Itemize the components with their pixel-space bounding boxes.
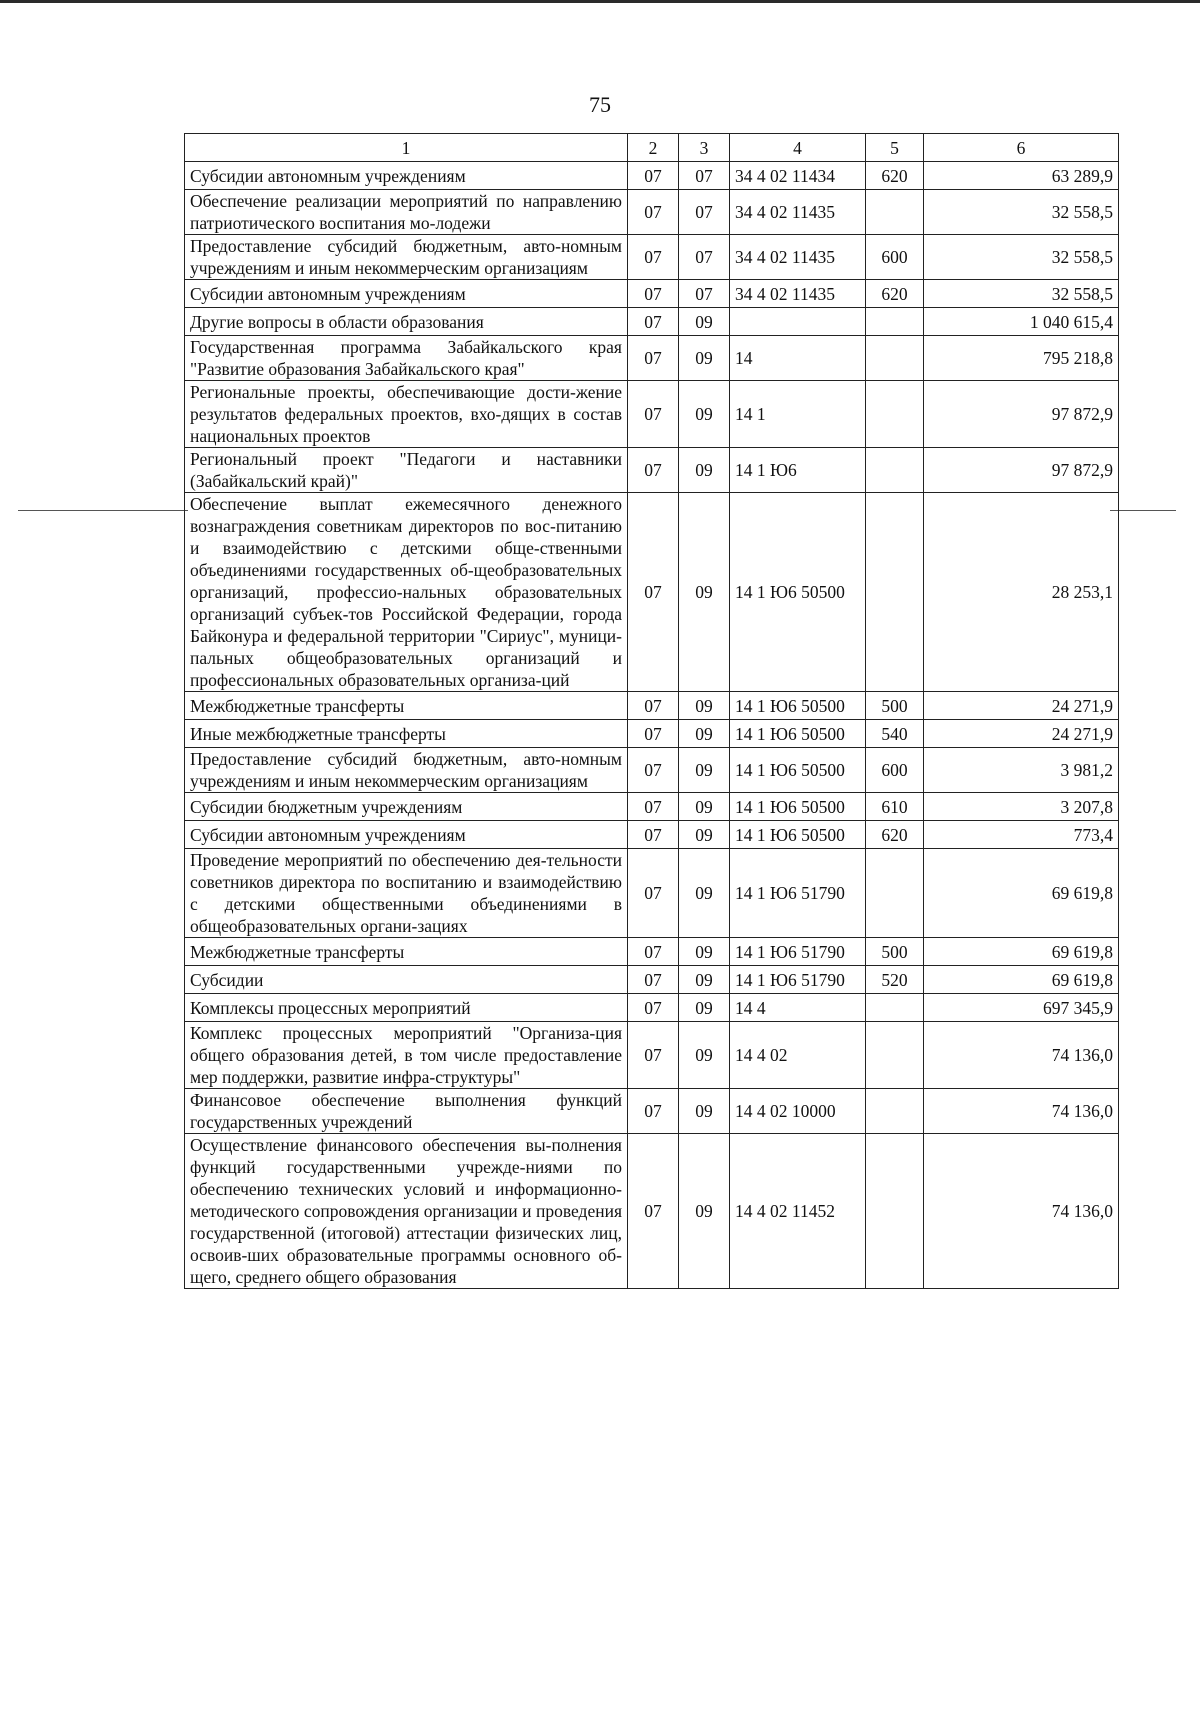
row-subsection-cell: 09 (679, 938, 730, 966)
row-name-cell: Обеспечение реализации мероприятий по направлению патриотического воспитания мо-лодежи (185, 190, 628, 235)
row-target-article-cell: 14 1 Ю6 50500 (730, 493, 866, 692)
row-expense-type-cell (866, 1134, 924, 1289)
row-subsection-cell: 07 (679, 190, 730, 235)
row-target-article-cell: 14 (730, 336, 866, 381)
table-row (185, 448, 1119, 493)
row-section-cell: 07 (628, 162, 679, 190)
table-body (185, 162, 1119, 1289)
row-name-cell: Иные межбюджетные трансферты (185, 720, 628, 748)
row-name-cell: Субсидии автономным учреждениям (185, 162, 628, 190)
row-name-cell: Межбюджетные трансферты (185, 692, 628, 720)
row-name-cell: Проведение мероприятий по обеспечению дея-тельности советников директора по воспитанию и взаимодействию с детскими общественными объединениями в общеобразовательных органи-зациях (185, 849, 628, 938)
row-amount-cell: 32 558,5 (924, 280, 1119, 308)
row-target-article-cell: 34 4 02 11435 (730, 190, 866, 235)
row-amount-cell: 3 207,8 (924, 793, 1119, 821)
table-row (185, 793, 1119, 821)
header-row (185, 134, 1119, 162)
row-amount-cell: 32 558,5 (924, 190, 1119, 235)
row-expense-type-cell (866, 448, 924, 493)
row-subsection-cell: 09 (679, 692, 730, 720)
table-row (185, 966, 1119, 994)
fold-line-right (1110, 510, 1176, 511)
row-section-cell: 07 (628, 720, 679, 748)
fold-line-left (18, 510, 188, 511)
row-subsection-cell: 09 (679, 793, 730, 821)
table-row (185, 1134, 1119, 1289)
table-row (185, 1089, 1119, 1134)
row-name-cell: Осуществление финансового обеспечения вы-полнения функций государственными учрежде-ниями по обеспечению технических условий и информационно-методического сопровождения организации и проведения государственной (итоговой) аттестации физических лиц, освоив-ших образовательные программы основного об-щего, среднего общего образования (185, 1134, 628, 1289)
row-name-cell: Финансовое обеспечение выполнения функций государственных учреждений (185, 1089, 628, 1134)
column-header: 4 (730, 134, 866, 162)
row-subsection-cell: 09 (679, 994, 730, 1022)
table-row (185, 381, 1119, 448)
row-expense-type-cell: 620 (866, 821, 924, 849)
row-expense-type-cell: 600 (866, 235, 924, 280)
row-expense-type-cell: 500 (866, 692, 924, 720)
row-section-cell: 07 (628, 938, 679, 966)
row-subsection-cell: 07 (679, 280, 730, 308)
row-target-article-cell: 34 4 02 11435 (730, 280, 866, 308)
row-amount-cell: 69 619,8 (924, 966, 1119, 994)
table-row (185, 493, 1119, 692)
row-expense-type-cell (866, 1089, 924, 1134)
column-header: 3 (679, 134, 730, 162)
row-amount-cell: 795 218,8 (924, 336, 1119, 381)
column-header: 2 (628, 134, 679, 162)
row-subsection-cell: 09 (679, 1089, 730, 1134)
row-section-cell: 07 (628, 190, 679, 235)
column-header: 1 (185, 134, 628, 162)
table-row (185, 849, 1119, 938)
row-expense-type-cell: 500 (866, 938, 924, 966)
row-subsection-cell: 09 (679, 1134, 730, 1289)
row-target-article-cell: 14 4 02 11452 (730, 1134, 866, 1289)
row-name-cell: Предоставление субсидий бюджетным, авто-номным учреждениям и иным некоммерческим организациям (185, 235, 628, 280)
column-header: 6 (924, 134, 1119, 162)
row-section-cell: 07 (628, 748, 679, 793)
row-name-cell: Региональные проекты, обеспечивающие дости-жение результатов федеральных проектов, вхо-дящих в состав национальных проектов (185, 381, 628, 448)
row-target-article-cell: 14 1 Ю6 51790 (730, 849, 866, 938)
row-target-article-cell: 14 1 Ю6 50500 (730, 821, 866, 849)
row-target-article-cell: 14 1 Ю6 51790 (730, 938, 866, 966)
row-expense-type-cell (866, 994, 924, 1022)
row-amount-cell: 97 872,9 (924, 381, 1119, 448)
row-section-cell: 07 (628, 821, 679, 849)
row-amount-cell: 24 271,9 (924, 692, 1119, 720)
row-name-cell: Другие вопросы в области образования (185, 308, 628, 336)
row-section-cell: 07 (628, 1089, 679, 1134)
table-row (185, 938, 1119, 966)
row-target-article-cell: 34 4 02 11434 (730, 162, 866, 190)
row-subsection-cell: 09 (679, 448, 730, 493)
row-section-cell: 07 (628, 966, 679, 994)
row-amount-cell: 74 136,0 (924, 1022, 1119, 1089)
row-expense-type-cell: 540 (866, 720, 924, 748)
table-row (185, 692, 1119, 720)
row-subsection-cell: 09 (679, 748, 730, 793)
table-row (185, 720, 1119, 748)
row-amount-cell: 32 558,5 (924, 235, 1119, 280)
table-row (185, 994, 1119, 1022)
budget-table (184, 133, 1119, 1289)
row-target-article-cell: 34 4 02 11435 (730, 235, 866, 280)
row-amount-cell: 24 271,9 (924, 720, 1119, 748)
row-expense-type-cell: 520 (866, 966, 924, 994)
row-expense-type-cell: 620 (866, 162, 924, 190)
row-amount-cell: 74 136,0 (924, 1134, 1119, 1289)
row-section-cell: 07 (628, 235, 679, 280)
row-section-cell: 07 (628, 994, 679, 1022)
row-subsection-cell: 09 (679, 336, 730, 381)
table-row (185, 1022, 1119, 1089)
row-amount-cell: 69 619,8 (924, 938, 1119, 966)
row-subsection-cell: 07 (679, 162, 730, 190)
row-name-cell: Комплекс процессных мероприятий "Организа-ция общего образования детей, в том числе предоставление мер поддержки, развитие инфра-структуры" (185, 1022, 628, 1089)
row-section-cell: 07 (628, 448, 679, 493)
table-row (185, 821, 1119, 849)
row-target-article-cell: 14 1 Ю6 (730, 448, 866, 493)
row-subsection-cell: 09 (679, 849, 730, 938)
row-section-cell: 07 (628, 493, 679, 692)
table-row (185, 235, 1119, 280)
row-name-cell: Региональный проект "Педагоги и наставники (Забайкальский край)" (185, 448, 628, 493)
scan-top-edge (0, 0, 1200, 3)
row-target-article-cell: 14 1 (730, 381, 866, 448)
row-subsection-cell: 09 (679, 966, 730, 994)
row-section-cell: 07 (628, 381, 679, 448)
row-section-cell: 07 (628, 336, 679, 381)
row-name-cell: Субсидии автономным учреждениям (185, 280, 628, 308)
row-expense-type-cell: 600 (866, 748, 924, 793)
row-name-cell: Субсидии автономным учреждениям (185, 821, 628, 849)
row-target-article-cell: 14 4 (730, 994, 866, 1022)
row-section-cell: 07 (628, 849, 679, 938)
row-amount-cell: 697 345,9 (924, 994, 1119, 1022)
row-name-cell: Субсидии (185, 966, 628, 994)
row-section-cell: 07 (628, 1022, 679, 1089)
row-amount-cell: 1 040 615,4 (924, 308, 1119, 336)
table-row (185, 190, 1119, 235)
row-target-article-cell (730, 308, 866, 336)
table-row (185, 280, 1119, 308)
row-target-article-cell: 14 1 Ю6 50500 (730, 748, 866, 793)
row-amount-cell: 28 253,1 (924, 493, 1119, 692)
page-number: 75 (589, 92, 611, 117)
row-subsection-cell: 09 (679, 308, 730, 336)
row-expense-type-cell (866, 336, 924, 381)
row-target-article-cell: 14 4 02 10000 (730, 1089, 866, 1134)
row-name-cell: Субсидии бюджетным учреждениям (185, 793, 628, 821)
row-target-article-cell: 14 1 Ю6 50500 (730, 692, 866, 720)
row-section-cell: 07 (628, 1134, 679, 1289)
row-subsection-cell: 09 (679, 821, 730, 849)
row-name-cell: Комплексы процессных мероприятий (185, 994, 628, 1022)
row-subsection-cell: 09 (679, 720, 730, 748)
row-target-article-cell: 14 1 Ю6 50500 (730, 793, 866, 821)
column-header: 5 (866, 134, 924, 162)
row-expense-type-cell (866, 493, 924, 692)
row-amount-cell: 74 136,0 (924, 1089, 1119, 1134)
row-target-article-cell: 14 1 Ю6 50500 (730, 720, 866, 748)
row-expense-type-cell: 610 (866, 793, 924, 821)
row-section-cell: 07 (628, 280, 679, 308)
row-expense-type-cell (866, 308, 924, 336)
row-name-cell: Государственная программа Забайкальского края "Развитие образования Забайкальского края" (185, 336, 628, 381)
row-amount-cell: 773,4 (924, 821, 1119, 849)
row-subsection-cell: 07 (679, 235, 730, 280)
table-row (185, 748, 1119, 793)
row-name-cell: Предоставление субсидий бюджетным, авто-номным учреждениям и иным некоммерческим организациям (185, 748, 628, 793)
row-section-cell: 07 (628, 308, 679, 336)
row-name-cell: Межбюджетные трансферты (185, 938, 628, 966)
row-target-article-cell: 14 4 02 (730, 1022, 866, 1089)
row-subsection-cell: 09 (679, 1022, 730, 1089)
row-amount-cell: 63 289,9 (924, 162, 1119, 190)
row-section-cell: 07 (628, 692, 679, 720)
row-amount-cell: 97 872,9 (924, 448, 1119, 493)
row-target-article-cell: 14 1 Ю6 51790 (730, 966, 866, 994)
table-row (185, 308, 1119, 336)
table-row (185, 336, 1119, 381)
row-amount-cell: 69 619,8 (924, 849, 1119, 938)
row-amount-cell: 3 981,2 (924, 748, 1119, 793)
row-section-cell: 07 (628, 793, 679, 821)
row-expense-type-cell (866, 849, 924, 938)
row-expense-type-cell (866, 190, 924, 235)
row-subsection-cell: 09 (679, 381, 730, 448)
row-expense-type-cell: 620 (866, 280, 924, 308)
table-row (185, 162, 1119, 190)
row-expense-type-cell (866, 1022, 924, 1089)
row-name-cell: Обеспечение выплат ежемесячного денежного вознаграждения советникам директоров по вос-питанию и взаимодействию с детскими обще-ственными объединениями государственных об-щеобразовательных организаций, профессио-нальных образовательных организаций субъек-тов Российской Федерации, города Байконура и федеральной территории "Сириус", муници-пальных общеобразовательных организаций и профессиональных образовательных организа-ций (185, 493, 628, 692)
row-expense-type-cell (866, 381, 924, 448)
row-subsection-cell: 09 (679, 493, 730, 692)
